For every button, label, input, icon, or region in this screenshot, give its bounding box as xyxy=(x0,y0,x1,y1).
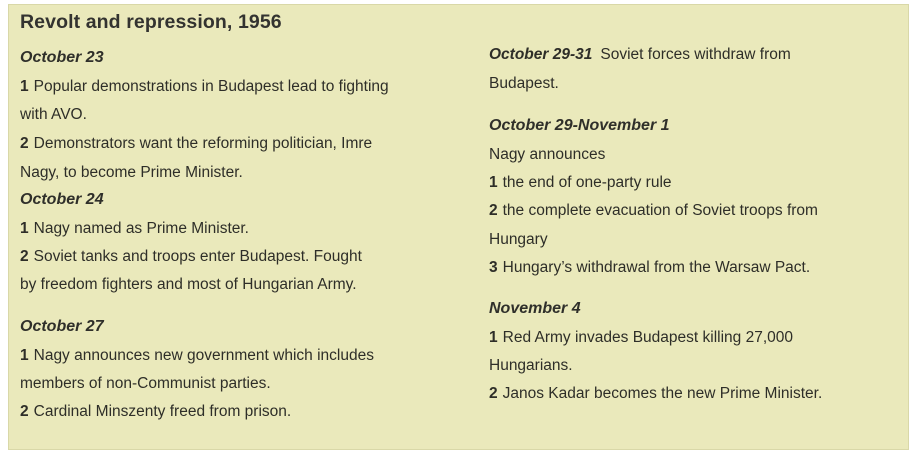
event-line: with AVO. xyxy=(20,106,87,123)
date-heading-october-23: October 23 xyxy=(20,49,104,66)
date-heading-october-29-31: October 29-31 xyxy=(489,46,593,63)
event-line xyxy=(489,46,791,64)
item-number: 1 xyxy=(20,347,29,364)
event-line: Nagy, to become Prime Minister. xyxy=(20,164,243,181)
item-number: 2 xyxy=(20,403,29,420)
event-line xyxy=(489,385,822,403)
date-heading-november-4: November 4 xyxy=(489,300,581,317)
event-line xyxy=(489,202,818,220)
event-line: by freedom fighters and most of Hungarian Army. xyxy=(20,276,357,293)
event-line: members of non-Communist parties. xyxy=(20,375,271,392)
event-line xyxy=(20,220,249,238)
event-text: the end of one-party rule xyxy=(502,174,672,191)
event-text: Popular demonstrations in Budapest lead to fighting xyxy=(33,78,389,95)
date-heading-october-29-november-1: October 29-November 1 xyxy=(489,117,670,134)
item-number: 2 xyxy=(20,135,29,152)
event-line xyxy=(20,248,362,266)
event-text: the complete evacuation of Soviet troops from xyxy=(502,202,818,219)
timeline-panel xyxy=(8,4,909,450)
event-line xyxy=(489,329,793,347)
event-text: Demonstrators want the reforming politician, Imre xyxy=(33,135,373,152)
event-line xyxy=(489,259,810,277)
event-line: Hungarians. xyxy=(489,357,573,374)
item-number: 2 xyxy=(489,202,498,219)
event-text: Janos Kadar becomes the new Prime Minister. xyxy=(502,385,823,402)
item-number: 2 xyxy=(20,248,29,265)
item-number: 1 xyxy=(489,329,498,346)
event-line xyxy=(20,78,389,96)
item-number: 3 xyxy=(489,259,498,276)
event-text: Soviet forces withdraw from xyxy=(600,46,791,63)
event-text: Hungary’s withdrawal from the Warsaw Pact. xyxy=(502,259,811,276)
event-line xyxy=(20,347,374,365)
event-line: Nagy announces xyxy=(489,146,606,163)
event-line xyxy=(20,403,291,421)
date-heading-october-27: October 27 xyxy=(20,318,104,335)
event-text: Nagy announces new government which includes xyxy=(33,347,374,364)
event-line: Hungary xyxy=(489,231,548,248)
event-text: Cardinal Minszenty freed from prison. xyxy=(33,403,292,420)
date-heading-october-24: October 24 xyxy=(20,191,104,208)
item-number: 2 xyxy=(489,385,498,402)
item-number: 1 xyxy=(489,174,498,191)
event-line: Budapest. xyxy=(489,75,559,92)
event-line xyxy=(20,135,372,153)
event-text: Soviet tanks and troops enter Budapest. Fought xyxy=(33,248,362,265)
event-line xyxy=(489,174,672,192)
event-text: Nagy named as Prime Minister. xyxy=(33,220,249,237)
event-text: Red Army invades Budapest killing 27,000 xyxy=(502,329,793,346)
item-number: 1 xyxy=(20,220,29,237)
item-number: 1 xyxy=(20,78,29,95)
page-title: Revolt and repression, 1956 xyxy=(20,11,282,33)
